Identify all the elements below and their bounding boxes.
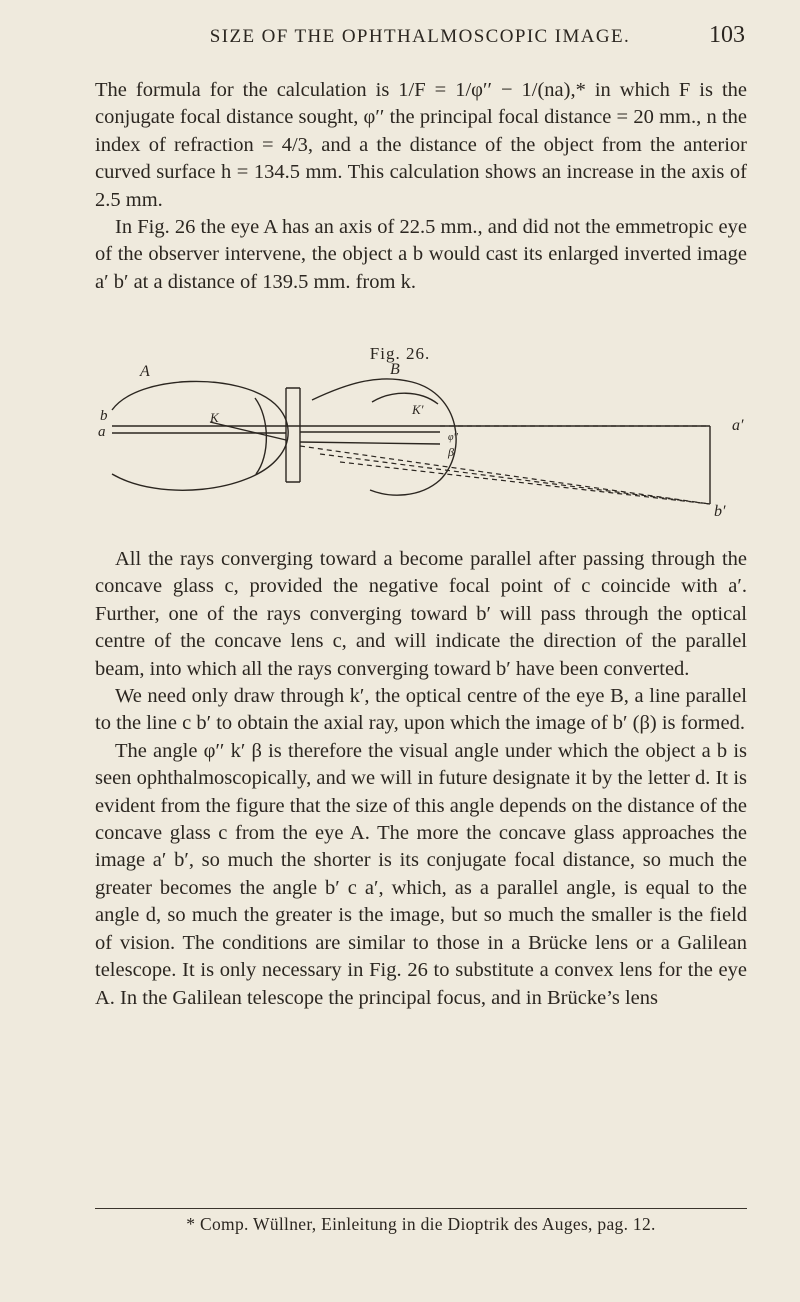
figure-26 bbox=[20, 362, 780, 520]
dashed-ray-b3 bbox=[340, 462, 710, 504]
text-block-top bbox=[95, 77, 747, 296]
label-object-b: b bbox=[100, 408, 108, 424]
text-block-bottom bbox=[95, 546, 747, 1012]
label-phi: φ′′ bbox=[448, 432, 458, 443]
optics-diagram bbox=[20, 362, 780, 520]
label-node-k: K bbox=[210, 410, 219, 425]
paragraph-formula: The formula for the calculation is 1/F = 1/φ′′ − 1/(na),* in which F is the conjugate focal distance sought, φ′′ the principal focal distance = 20 mm., n the index of refraction = 4/3, and a the distance of the object from the anterior curved surface h = 134.5 mm. This calculation shows an increase in the axis of 2.5 mm. bbox=[95, 79, 747, 211]
figure-caption: Fig. 26. bbox=[369, 344, 431, 363]
running-title: SIZE OF THE OPHTHALMOSCOPIC IMAGE. bbox=[209, 26, 631, 47]
paragraph-fig-intro: In Fig. 26 the eye A has an axis of 22.5 mm., and did not the emmetropic eye of the observer intervene, the object a b would cast its enlarged inverted image a′ b′ at a distance of 139.5 mm. from k. bbox=[95, 216, 747, 293]
paragraph-rays: All the rays converging toward a become parallel after passing through the concave glass c, provided the negative focal point of c coincide with a′. Further, one of the rays converging toward b′ will pass through the optical centre of the concave lens c, and will indicate the direction of the parallel beam, into which all the rays converging toward b′ have been converted. bbox=[95, 548, 747, 680]
paragraph-axial-ray: We need only draw through k′, the optical centre of the eye B, a line parallel to the line c b′ to obtain the axial ray, upon which the image of b′ (β) is formed. bbox=[95, 685, 747, 735]
ray-parallel-bottom bbox=[300, 442, 440, 444]
label-eye-a: A bbox=[140, 363, 150, 380]
dashed-ray-b1 bbox=[300, 446, 710, 504]
running-head bbox=[95, 20, 745, 56]
label-node-k-prime: K′ bbox=[412, 402, 424, 417]
dashed-ray-b2 bbox=[320, 454, 710, 504]
footnote-rule bbox=[95, 1208, 747, 1209]
footnote: * Comp. Wüllner, Einleitung in die Dioptrik des Auges, pag. 12. bbox=[186, 1214, 656, 1234]
eye-a-outline bbox=[112, 381, 288, 490]
page-number: 103 bbox=[709, 22, 745, 48]
eye-b-cornea bbox=[372, 393, 438, 404]
label-beta: β bbox=[448, 445, 454, 459]
label-object-a: a bbox=[98, 424, 106, 440]
label-eye-b: B bbox=[390, 362, 400, 378]
eye-a-lens bbox=[255, 398, 266, 474]
ray-mid bbox=[210, 422, 286, 440]
label-image-b-prime: b′ bbox=[714, 503, 726, 520]
label-image-a-prime: a′ bbox=[732, 417, 744, 434]
paragraph-visual-angle: The angle φ′′ k′ β is therefore the visual angle under which the object a b is seen ophthalmoscopically, and we will in future designate it by the letter d. It is evident from the figure that the size of this angle depends on the distance of the concave glass c from the eye A. The more the concave glass approaches the image a′ b′, so much the shorter is its conjugate focal distance, so much the greater becomes the angle b′ c a′, which, as a parallel angle, is equal to the angle d, so much the greater is the image, but so much the smaller is the field of vision. The conditions are similar to those in a Brücke lens or a Galilean telescope. It is only necessary in Fig. 26 to substitute a convex lens for the eye A. In the Galilean telescope the principal focus, and in Brücke’s lens bbox=[95, 739, 747, 1009]
